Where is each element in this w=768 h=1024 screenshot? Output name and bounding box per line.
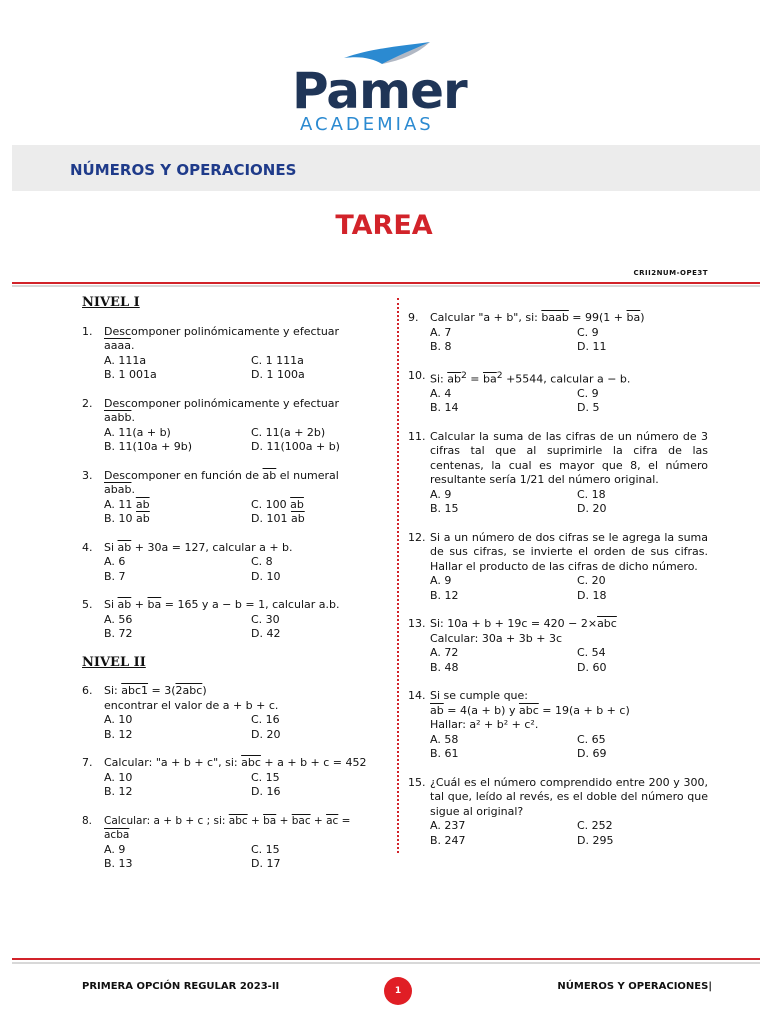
question-text: = 165 y a − b = 1, calcular a.b. [161, 598, 340, 611]
question-text-end: . [131, 483, 135, 496]
footer-rule-shadow [12, 962, 760, 964]
numeral-term: baab [541, 311, 569, 324]
footer-rule [12, 958, 760, 960]
numeral-term: $\overline{ab}$ [430, 703, 444, 717]
option-d: D. 295 [577, 833, 614, 847]
question-5 [82, 598, 372, 642]
numeral-term: acba [104, 829, 130, 841]
question-text: + [131, 598, 148, 611]
option-c: C. 30 [251, 612, 280, 626]
option-c: C. 15 [251, 770, 280, 784]
course-header-band [12, 145, 760, 191]
option-d: D. 16 [251, 785, 281, 798]
numeral-term: aaaa [104, 339, 131, 352]
option-label: C. 100 [251, 497, 291, 511]
question-text: = 3( [148, 684, 176, 697]
question-10 [408, 369, 708, 416]
question-6 [82, 684, 372, 742]
question-text: + 30a = 127, calcular a + b. [131, 540, 293, 554]
numeral-term: $\overline{ba}$ [263, 814, 277, 827]
option-c: C. 16 [251, 713, 280, 726]
page-number-badge: 1 [384, 977, 412, 1005]
question-number: 6. [82, 684, 93, 697]
numeral-term: abab [104, 483, 132, 496]
question-3 [82, 469, 372, 527]
option-a: A. 10 [104, 770, 133, 784]
superscript: 2 [460, 369, 467, 381]
question-text: = 19(a + b + c) [538, 703, 630, 717]
option-a: A. 7 [430, 325, 452, 339]
question-text-line: Hallar: a² + b² + c². [430, 718, 539, 732]
question-text: Calcular: a + b + c ; si: [104, 814, 229, 827]
question-2 [82, 397, 372, 455]
option-c: C. 54 [577, 646, 606, 660]
numeral-term: $\overline{ac}$ [326, 814, 339, 827]
option-a: A. 9 [430, 487, 452, 501]
question-text: Si se cumple que: [430, 689, 528, 703]
course-title: NÚMEROS Y OPERACIONES [70, 161, 297, 179]
numeral-term: $\overline{ab}$ [447, 372, 461, 386]
question-text: Calcular la suma de las cifras de un número de 3 cifras tal que al suprimirle la cifra de las centenas, la cual es mayor que 8, el número resultante sería 1/21 del número original. [430, 429, 708, 487]
superscript: 2 [496, 369, 503, 381]
option-c [251, 498, 372, 513]
option-c: C. 1 111a [251, 353, 304, 367]
option-b: B. 72 [104, 627, 133, 640]
option-b: B. 61 [430, 747, 459, 761]
option-d: D. 11 [577, 340, 607, 353]
question-11 [408, 430, 708, 517]
option-d: D. 11(100a + b) [251, 440, 340, 453]
option-label: B. 10 [104, 512, 137, 525]
left-column [82, 296, 372, 886]
level-heading-1: NIVEL I [82, 295, 140, 310]
numeral-term: $\overline{ba}$ [483, 372, 497, 386]
question-12 [408, 531, 708, 604]
question-text: Si [104, 598, 118, 611]
option-b: B. 1 001a [104, 368, 157, 381]
option-c: C. 9 [577, 386, 599, 400]
option-b: B. 8 [430, 340, 452, 353]
question-text: Calcular: "a + b + c", si: [104, 756, 242, 769]
option-label: D. 101 [251, 512, 291, 525]
numeral-term: $\overline{ba}$ [626, 311, 641, 324]
logo-subtitle: ACADEMIAS [300, 114, 434, 135]
question-number: 1. [82, 324, 93, 338]
numeral-term: abc1 [121, 684, 149, 697]
option-c: C. 252 [577, 819, 613, 833]
numeral-term: $\overline{ab}$ [117, 540, 132, 554]
option-d: D. 17 [251, 857, 281, 870]
header-rule [12, 282, 760, 284]
option-c: C. 15 [251, 842, 280, 856]
option-d: D. 1 100a [251, 368, 305, 381]
option-c: C. 8 [251, 555, 273, 568]
option-b: B. 48 [430, 660, 459, 674]
question-text-end: ) [640, 311, 645, 324]
question-text: Descomponer en función de [104, 468, 263, 482]
question-text: = 4(a + b) y [443, 703, 519, 717]
question-number: 12. [408, 530, 426, 544]
numeral-term: $\overline{bac}$ [291, 814, 311, 827]
option-d: D. 60 [577, 660, 607, 674]
question-text: Si: [104, 684, 122, 697]
question-1 [82, 325, 372, 383]
option-d [251, 512, 372, 527]
option-d: D. 18 [577, 588, 607, 602]
option-b: B. 11(10a + 9b) [104, 440, 193, 453]
right-column [408, 296, 708, 862]
option-b: B. 12 [104, 727, 133, 741]
question-text: = 99(1 + [568, 311, 627, 324]
question-text-line: encontrar el valor de a + b + c. [104, 698, 279, 712]
numeral-term: $\overline{ab}$ [136, 512, 150, 525]
option-c: C. 65 [577, 732, 606, 746]
numeral-term: $\overline{ab}$ [135, 497, 150, 511]
numeral-term: $\overline{abc}$ [228, 814, 248, 827]
question-9 [408, 311, 708, 355]
question-text-end: . [130, 339, 135, 352]
option-c: C. 20 [577, 574, 606, 588]
option-a: A. 10 [104, 713, 133, 726]
question-number: 7. [82, 756, 93, 769]
question-number: 4. [82, 540, 93, 554]
question-text: Descomponer polinómicamente y efectuar [104, 396, 340, 410]
option-b: B. 7 [104, 569, 126, 583]
question-text: Calcular "a + b", si: [430, 311, 542, 324]
question-4 [82, 541, 372, 585]
question-text-end: ) [202, 684, 207, 697]
question-text: Si [104, 540, 118, 554]
question-number: 2. [82, 396, 93, 410]
question-7 [82, 756, 372, 800]
option-c: C. 9 [577, 325, 599, 339]
option-a: A. 4 [430, 386, 452, 400]
question-text: = [466, 372, 484, 386]
numeral-term: $\overline{ab}$ [117, 598, 132, 611]
option-c: C. 18 [577, 487, 606, 501]
numeral-term: $\overline{abc}$ [241, 756, 261, 769]
question-number: 11. [408, 429, 426, 443]
question-text: = [338, 814, 351, 827]
option-b: B. 13 [104, 857, 133, 870]
question-text: + [276, 814, 292, 827]
option-a: A. 9 [104, 842, 126, 856]
question-number: 9. [408, 311, 419, 324]
question-text-line [408, 704, 708, 719]
column-divider [397, 298, 399, 853]
question-number: 5. [82, 598, 93, 611]
question-text: Si: [430, 372, 448, 386]
question-13 [408, 617, 708, 675]
option-d: D. 5 [577, 401, 600, 415]
document-type-title: TAREA [335, 210, 433, 241]
option-a [104, 498, 251, 513]
option-label: A. 11 [104, 497, 136, 511]
question-text: Descomponer polinómicamente y efectuar [104, 324, 340, 338]
header-rule-shadow [12, 285, 760, 287]
option-a: A. 9 [430, 574, 452, 588]
question-text: +5544, calcular a − b. [502, 372, 631, 386]
option-a: A. 237 [430, 819, 466, 833]
option-d: D. 20 [577, 502, 607, 516]
option-a: A. 58 [430, 732, 459, 746]
question-text: Si: 10a + b + 19c = 420 − 2× [430, 617, 598, 631]
footer-course: NÚMEROS Y OPERACIONES| [557, 981, 712, 992]
pamer-logo [292, 40, 472, 140]
question-text: + a + b + c = 452 [260, 756, 367, 769]
question-number: 15. [408, 775, 426, 789]
question-14 [408, 689, 708, 762]
question-text: ¿Cuál es el número comprendido entre 200 y 300, tal que, leído al revés, es el doble del número que sigue al original? [430, 775, 708, 818]
question-text: + [310, 814, 327, 827]
option-b: B. 12 [430, 588, 459, 602]
option-a: A. 111a [104, 353, 147, 367]
question-8 [82, 814, 372, 872]
question-text: + [247, 814, 264, 827]
option-b: B. 14 [430, 401, 459, 415]
question-number: 13. [408, 617, 426, 631]
question-number: 10. [408, 368, 426, 382]
option-d: D. 20 [251, 727, 281, 741]
numeral-term: $\overline{ab}$ [262, 468, 277, 482]
question-15 [408, 776, 708, 849]
question-text: el numeral [276, 468, 339, 482]
numeral-term: 2abc [175, 684, 203, 697]
numeral-term: aabb [104, 411, 132, 424]
option-b: B. 12 [104, 785, 133, 798]
numeral-term: $\overline{ba}$ [147, 598, 162, 611]
question-text: Si a un número de dos cifras se le agrega la suma de sus cifras, se invierte el orden de sus cifras. Hallar el producto de las cifras de dicho número. [430, 530, 708, 573]
option-d: D. 10 [251, 569, 281, 583]
level-heading-2: NIVEL II [82, 654, 146, 670]
option-a: A. 56 [104, 612, 133, 626]
question-text-end: . [131, 411, 135, 424]
option-a: A. 72 [430, 646, 459, 660]
option-b: B. 247 [430, 833, 466, 847]
numeral-term: $\overline{ab}$ [290, 512, 305, 525]
footer-program: PRIMERA OPCIÓN REGULAR 2023-II [82, 981, 280, 992]
question-text-line: Calcular: 30a + 3b + 3c [430, 631, 563, 645]
option-d: D. 69 [577, 747, 607, 761]
option-a: A. 11(a + b) [104, 425, 171, 439]
question-number: 3. [82, 468, 93, 482]
logo-wordmark: Pamer [292, 62, 467, 120]
numeral-term: $\overline{abc}$ [518, 703, 539, 717]
document-code: CRII2NUM-OPE3T [633, 269, 708, 277]
option-d: D. 42 [251, 627, 281, 640]
question-number: 8. [82, 814, 93, 827]
numeral-term: $\overline{abc}$ [597, 617, 617, 631]
option-a: A. 6 [104, 555, 126, 568]
option-b [104, 512, 251, 527]
option-c: C. 11(a + 2b) [251, 425, 326, 439]
numeral-term: $\overline{ab}$ [290, 497, 304, 511]
question-number: 14. [408, 689, 426, 703]
option-b: B. 15 [430, 502, 459, 516]
